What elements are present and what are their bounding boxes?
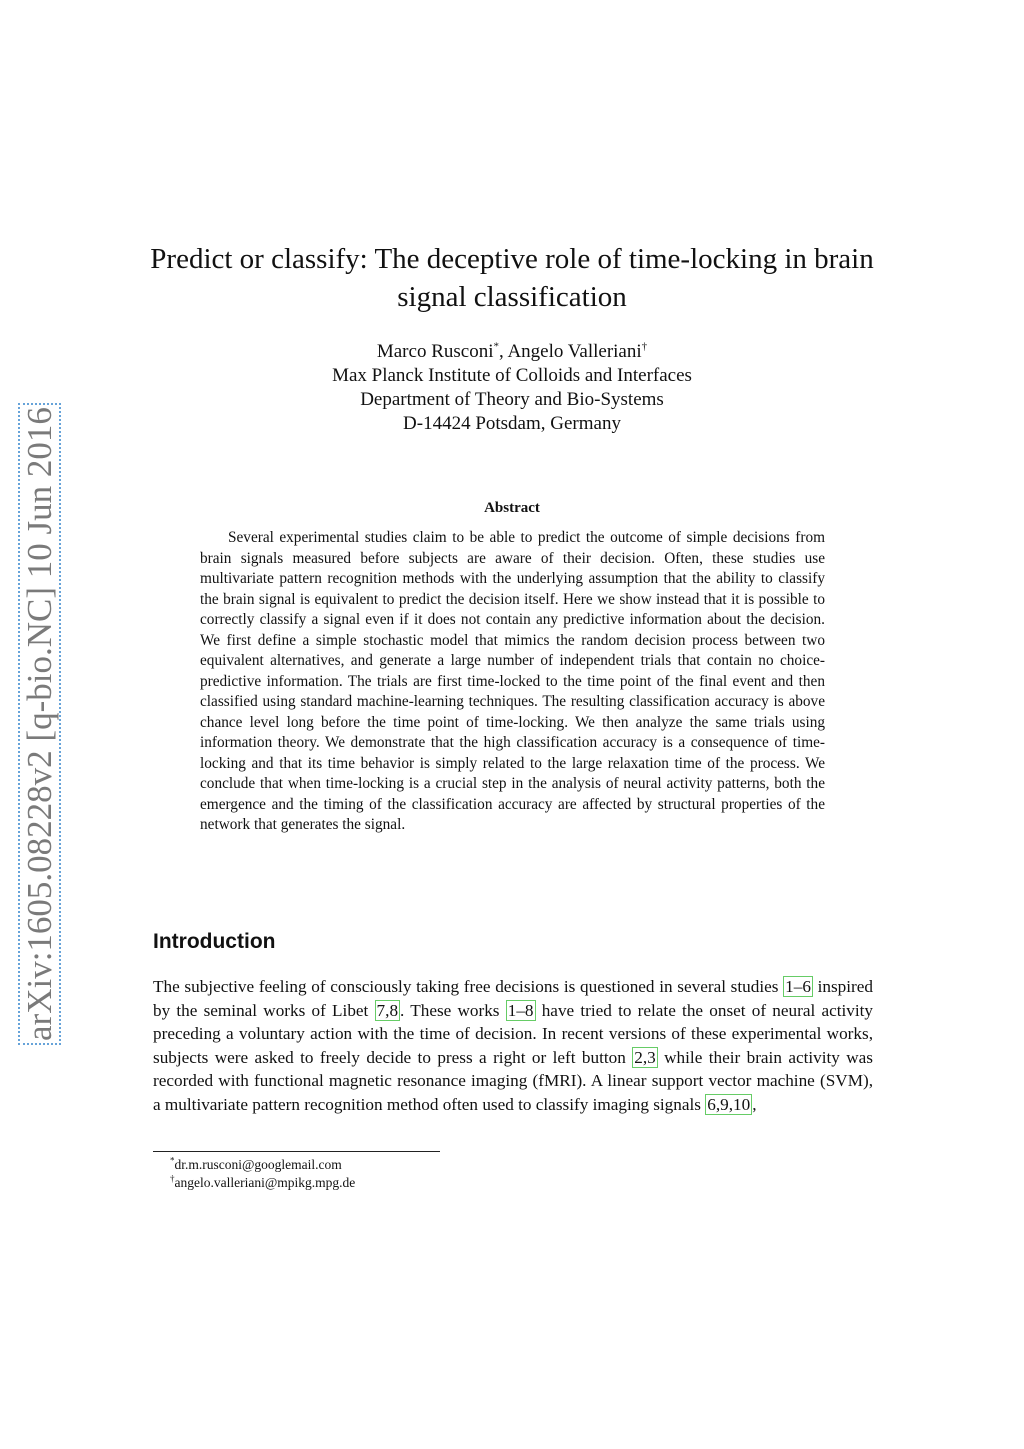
abstract-text: Several experimental studies claim to be able to predict the outcome of simple decisions from brain signals measured before subjects are aware of their decision. Often, these studies use multivariate pattern recognition methods with the underlying assumption that the ability to classify the brain signal is equivalent to predict the decision itself. Here we show instead that it is possible to correctly classify a signal even if it does not contain any predictive information about the decision. We first define a simple stochastic model that mimics the random decision process between two equivalent alternatives, and generate a large number of independent trials that contain no choice-predictive information. The trials are first time-locked to the time point of the final event and then classified using standard machine-learning techniques. The resulting classification accuracy is above chance level long before the time point of time-locking. We then analyze the same trials using information theory. We demonstrate that the high classification accuracy is a consequence of time-locking and that its time behavior is simply related to the large relaxation time of the process. We conclude that when time-locking is a crucial step in the analysis of neural activity patterns, both the emergence and the timing of the classification accuracy are affected by structural properties of the network that generates the signal. — [200, 529, 825, 833]
intro-text: have tried to relate the onset of neural activity preceding a voluntary action with the time of decision. In recent versions of these experimental works, subjects were asked to freely decide to press a right or left button — [153, 1000, 873, 1067]
footnote-1 — [170, 1156, 355, 1174]
footnote-mark: * — [170, 1155, 175, 1166]
citation-link[interactable]: 6,9,10 — [707, 1094, 751, 1114]
author-line: Marco Rusconi*, Angelo Valleriani† — [376, 340, 648, 362]
footnotes — [170, 1156, 355, 1192]
citation-link[interactable]: 1–6 — [785, 977, 811, 996]
footnote-divider — [153, 1151, 440, 1152]
introduction-paragraph — [153, 975, 873, 1117]
section-heading-introduction: Introduction — [153, 930, 276, 953]
intro-text: The subjective feeling of consciously taking free decisions is questioned in several studies — [153, 977, 784, 996]
intro-text: inspired by the seminal works of Libet — [153, 977, 874, 1020]
footnote-email: angelo.valleriani@mpikg.mpg.de — [174, 1175, 356, 1190]
footnote-mark[interactable]: † — [641, 340, 648, 353]
citation-link[interactable]: 7,8 — [376, 1000, 399, 1020]
footnote-2 — [170, 1174, 355, 1192]
arxiv-identifier — [18, 395, 62, 1045]
footnote-mark: † — [170, 1173, 175, 1184]
footnote-mark[interactable]: * — [493, 340, 499, 353]
intro-text: , — [752, 1094, 757, 1114]
citation-link[interactable]: 1–8 — [507, 1000, 534, 1020]
intro-text: while their brain activity was recorded with functional magnetic resonance imaging (fMRI). A linear support vector machine (SVM), a multivariate pattern recognition method often used to classify imaging signals — [153, 1047, 873, 1114]
author-name: Angelo Valleriani — [507, 341, 642, 362]
footnote-email: dr.m.rusconi@googlemail.com — [174, 1157, 342, 1172]
address: D-14424 Potsdam, Germany — [403, 413, 621, 434]
abstract-heading: Abstract — [484, 500, 540, 516]
department: Department of Theory and Bio-Systems — [360, 389, 664, 410]
author-block — [150, 340, 874, 436]
intro-text: . These works — [400, 1000, 506, 1020]
institution: Max Planck Institute of Colloids and Interfaces — [332, 365, 692, 386]
author-name: Marco Rusconi — [376, 341, 494, 362]
paper-title: Predict or classify: The deceptive role of time-locking in brain signal classification — [150, 243, 874, 313]
citation-link[interactable]: 2,3 — [634, 1047, 656, 1067]
arxiv-id-text[interactable]: arXiv:1605.08228v2 [q-bio.NC] 10 Jun 2016 — [18, 403, 61, 1045]
